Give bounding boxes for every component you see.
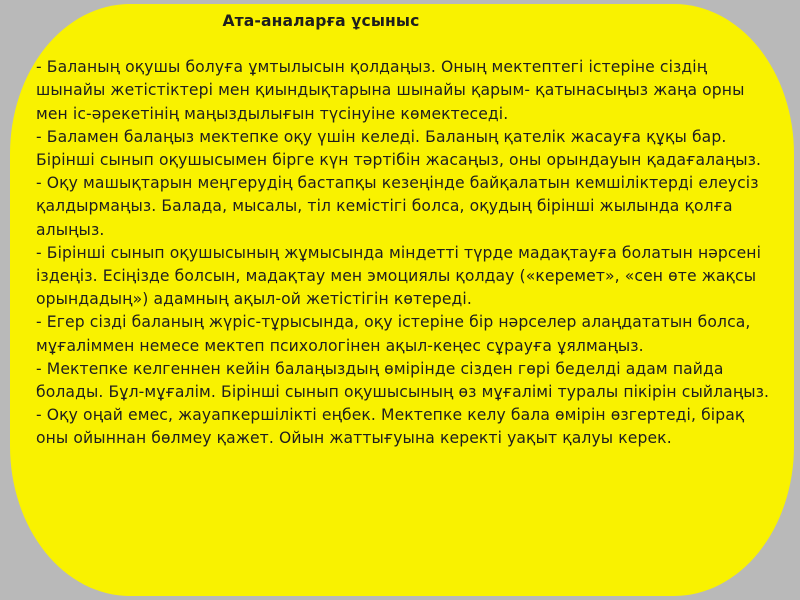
- paragraph-teacher: - Мектепке келгеннен кейін балаңыздың өмірінде сізден гөрі беделді адам пайда болады. Бұл-мұғалім. Бірінші сынып оқушысының өз мұғалімі туралы пікірін сыйлаңыз.: [36, 359, 770, 402]
- page-title: Ата-аналарға ұсыныс: [222, 12, 420, 30]
- paragraph-mistakes: - Баламен балаңыз мектепке оқу үшін келеді. Баланың қателік жасауға құқы бар.: [36, 127, 727, 146]
- paragraph-daily-routine: Бірінші сынып оқушысымен бірге күн тәртібін жасаңыз, оны орындауын қадағалаңыз.: [36, 151, 762, 170]
- paragraph-reading-skills: - Оқу машықтарын меңгерудің бастапқы кезеңінде байқалатын кемшіліктерді елеусіз қалдырмаңыз. Балада, мысалы, тіл кемістігі болса, оқудың бірінші жылында қолға алыңыз.: [36, 174, 759, 239]
- paragraph-praise: - Бірінші сынып оқушысының жұмысында міндетті түрде мадақтауға болатын нәрсені іздеңіз. Есіңізде болсын, мадақтау мен эмоциялы қолдау («керемет», «сен өте жақсы орындадың») адамның ақыл-ой жетістігін көтереді.: [36, 243, 762, 309]
- paragraph-support: - Баланың оқушы болуға ұмтылысын қолдаңыз. Оның мектептегі істеріне сіздің шынайы жетістіктері мен қиындықтарына шынайы қарым- қатынасыңыз жаңа орны мен іс-әрекетінің маңыздылығын түсінуіне көмектеседі.: [36, 58, 745, 123]
- paragraph-play: - Оқу оңай емес, жауапкершілікті еңбек. Мектепке келу бала өмірін өзгертеді, бірақ оны ойыннан бөлмеу қажет. Ойын жаттығуына керекті уақыт қалуы керек.: [36, 406, 745, 448]
- recommendation-text: [36, 10, 776, 451]
- paragraph-advice: - Егер сізді баланың жүріс-тұрысында, оқу істеріне бір нәрселер алаңдататын болса, мұғаліммен немесе мектеп психологінен ақыл-кеңес сұрауға ұялмаңыз.: [36, 313, 751, 355]
